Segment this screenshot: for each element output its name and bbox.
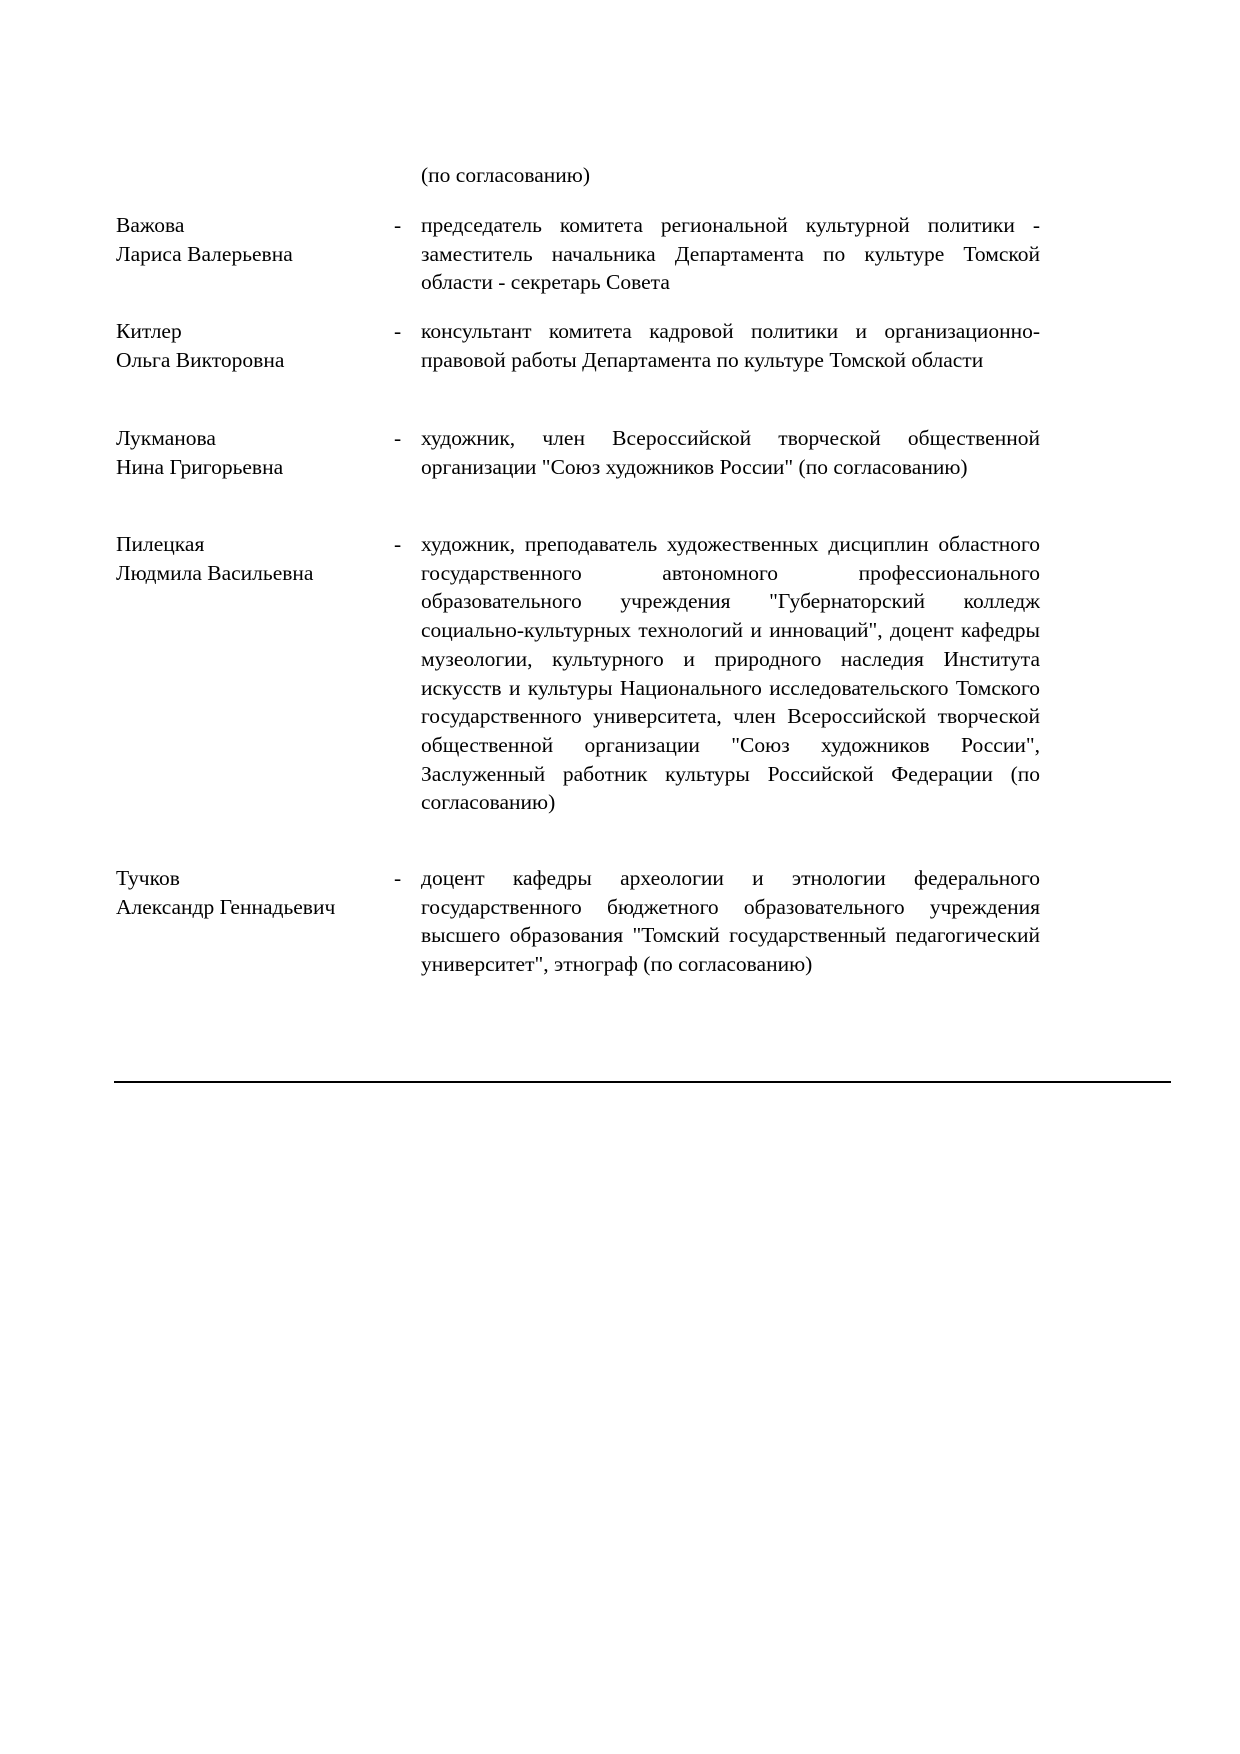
member-description: художник, член Всероссийской творческой общественной организации "Союз художников России" (по согласованию) <box>421 426 1040 479</box>
continuation-text: (по согласованию) <box>421 163 591 187</box>
member-name <box>116 864 386 921</box>
dash: - <box>394 213 402 237</box>
member-description: консультант комитета кадровой политики и организационно-правовой работы Департамента по культуре Томской области <box>421 319 1040 372</box>
surname: Тучков <box>116 866 180 890</box>
member-description: председатель комитета региональной культурной политики - заместитель начальника Департамента по культуре Томской области - секретарь Совета <box>421 213 1040 295</box>
surname: Пилецкая <box>116 532 205 556</box>
surname: Важова <box>116 213 185 237</box>
given-names: Нина Григорьевна <box>116 454 284 479</box>
member-description: доцент кафедры археологии и этнологии федерального государственного бюджетного образовательного учреждения высшего образования "Томский государственный педагогический университет", этнограф (по согласованию) <box>421 866 1040 977</box>
member-name <box>116 530 386 587</box>
member-name <box>116 211 386 268</box>
surname: Лукманова <box>116 426 216 450</box>
given-names: Ольга Викторовна <box>116 347 285 372</box>
dash: - <box>394 866 402 890</box>
dash: - <box>394 426 402 450</box>
member-description: художник, преподаватель художественных дисциплин областного государственного автономного профессионального образовательного учреждения "Губернаторский колледж социально-культурных технологий и инноваций", доцент кафедры музеологии, культурного и природного наследия Института искусств и культуры Национального исследовательского Томского государственного университета, член Всероссийской творческой общественной организации "Союз художников России", Заслуженный работник культуры Российской Федерации (по согласованию) <box>421 532 1040 815</box>
member-name <box>116 317 386 374</box>
surname: Китлер <box>116 319 182 343</box>
dash: - <box>394 319 402 343</box>
given-names: Лариса Валерьевна <box>116 241 293 266</box>
dash: - <box>394 532 402 556</box>
given-names: Людмила Васильевна <box>116 560 314 585</box>
horizontal-rule <box>114 1081 1171 1083</box>
given-names: Александр Геннадьевич <box>116 894 336 919</box>
member-name <box>116 424 386 481</box>
